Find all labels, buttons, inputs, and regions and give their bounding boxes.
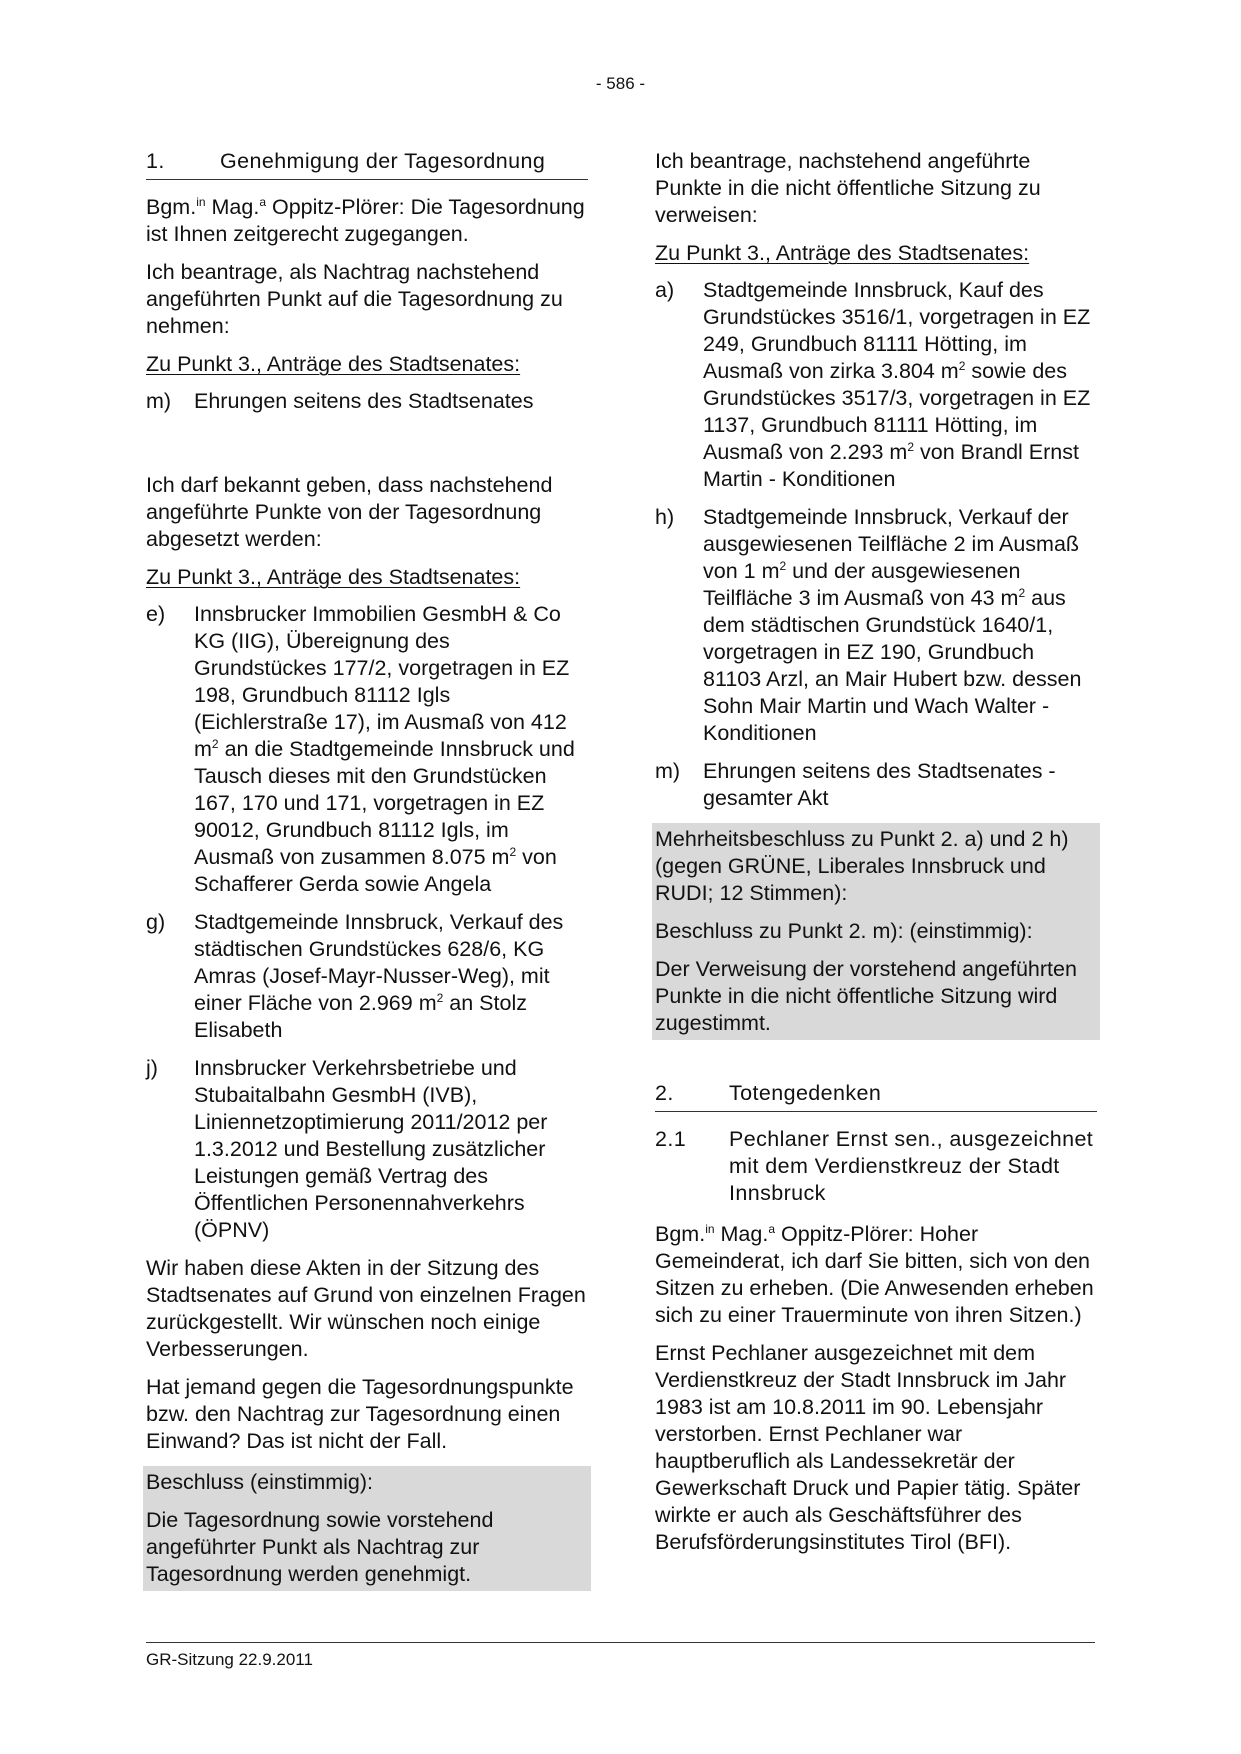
- list-item: a) Stadtgemeinde Innsbruck, Kauf des Grundstückes 3516/1, vorgetragen in EZ 249, Grundbuch 81111 Hötting, im Ausmaß von zirka 3.804 $m^2$ sowie des Grundstückes 3517/3, vorgetragen in EZ 1137, Grundbuch 81111 Hötting, im Ausmaß von 2.293 $m^2$ von Brandl Ernst Martin - Konditionen: [655, 278, 1091, 491]
- list-item: g) Stadtgemeinde Innsbruck, Verkauf des städtischen Grundstückes 628/6, KG Amras (Josef-Mayr-Nusser-Weg), mit einer Fläche von 2.969 $m^2$ an Stolz Elisabeth: [146, 910, 564, 1042]
- heading-title: Genehmigung der Tagesordnung: [220, 149, 546, 173]
- subsection-title: Pechlaner Ernst sen., ausgezeichnet mit dem Verdienstkreuz der Stadt Innsbruck: [729, 1127, 1094, 1205]
- mehrheit-text: Mehrheitsbeschluss zu Punkt 2. a) und 2 h) (gegen GRÜNE, Liberales Innsbruck und RUDI; 12 Stimmen):: [655, 827, 1069, 905]
- heading-number: 1.: [146, 149, 165, 173]
- right-column: [655, 148, 1097, 1567]
- speaker-paragraph: Bgm.$^{in}$ Mag.$^a$ Oppitz-Plörer: Die Tagesordnung ist Ihnen zeitgerecht zugegangen.: [146, 194, 585, 246]
- einwand-paragraph: Hat jemand gegen die Tagesordnungspunkte bzw. den Nachtrag zur Tagesordnung einen Einwand? Das ist nicht der Fall.: [146, 1375, 574, 1453]
- beschluss-m-text: Beschluss zu Punkt 2. m): (einstimmig):: [655, 919, 1033, 943]
- subheading-antraege: Zu Punkt 3., Anträge des Stadtsenates:: [655, 241, 1030, 265]
- akten-paragraph: Wir haben diese Akten in der Sitzung des Stadtsenates auf Grund von einzelnen Fragen zurückgestellt. Wir wünschen noch einige Verbesserungen.: [146, 1256, 586, 1361]
- list-item: j) Innsbrucker Verkehrsbetriebe und Stubaitalbahn GesmbH (IVB), Liniennetzoptimierung 2011/2012 per 1.3.2012 und Bestellung zusätzlicher Leistungen gemäß Vertrag des Öffentlichen Personennahverkehrs (ÖPNV): [146, 1056, 548, 1242]
- left-column: [146, 148, 588, 1591]
- heading-number: 2.: [655, 1081, 674, 1105]
- section-heading-1: [146, 148, 588, 180]
- subsection-heading: [655, 1126, 1097, 1207]
- nachtrag-paragraph: Ich beantrage, als Nachtrag nachstehend angeführten Punkt auf die Tagesordnung zu nehmen:: [146, 260, 563, 338]
- beschluss-title: Beschluss (einstimmig):: [146, 1470, 373, 1494]
- heading-title: Totengedenken: [729, 1081, 882, 1105]
- section-heading-2: [655, 1080, 1097, 1112]
- mehrheit-box: [652, 823, 1100, 1040]
- footer-text: GR-Sitzung 22.9.2011: [146, 1650, 313, 1669]
- pechlaner-paragraph: Ernst Pechlaner ausgezeichnet mit dem Verdienstkreuz der Stadt Innsbruck im Jahr 1983 ist am 10.8.2011 im 90. Lebensjahr verstorben. Ernst Pechlaner war hauptberuflich als Landessekretär der Gewerkschaft Druck und Papier tätig. Später wirkte er auch als Geschäftsführer des Berufsförderungsinstitutes Tirol (BFI).: [655, 1341, 1081, 1554]
- beschluss-text: Die Tagesordnung sowie vorstehend angeführter Punkt als Nachtrag zur Tagesordnung werden genehmigt.: [146, 1508, 494, 1586]
- subheading-antraege: Zu Punkt 3., Anträge des Stadtsenates:: [146, 565, 521, 589]
- list-item: m) Ehrungen seitens des Stadtsenates - gesamter Akt: [655, 759, 1056, 810]
- verweisen-paragraph: Ich beantrage, nachstehend angeführte Punkte in die nicht öffentliche Sitzung zu verweisen:: [655, 149, 1041, 227]
- page-number: - 586 -: [595, 74, 646, 93]
- subheading-antraege: Zu Punkt 3., Anträge des Stadtsenates:: [146, 352, 521, 376]
- subsection-number: 2.1: [655, 1127, 687, 1151]
- speaker-paragraph: Bgm.$^{in}$ Mag.$^a$ Oppitz-Plörer: Hoher Gemeinderat, ich darf Sie bitten, sich von den Sitzen zu erheben. (Die Anwesenden erheben sich zu einer Trauerminute von ihren Sitzen.): [655, 1221, 1094, 1327]
- abgesetzt-paragraph: Ich darf bekannt geben, dass nachstehend angeführte Punkte von der Tagesordnung abgesetzt werden:: [146, 473, 553, 551]
- list-item: m) Ehrungen seitens des Stadtsenates: [146, 389, 534, 413]
- beschluss-box: [143, 1466, 591, 1591]
- footer-divider: [146, 1642, 1095, 1643]
- verweisung-text: Der Verweisung der vorstehend angeführten Punkte in die nicht öffentliche Sitzung wird zugestimmt.: [655, 957, 1077, 1035]
- list-item: h) Stadtgemeinde Innsbruck, Verkauf der ausgewiesenen Teilfläche 2 im Ausmaß von 1 $m^2$ und der ausgewiesenen Teilfläche 3 im Ausmaß von 43 $m^2$ aus dem städtischen Grundstück 1640/1, vorgetragen in EZ 190, Grundbuch 81103 Arzl, an Mair Hubert bzw. dessen Sohn Mair Martin und Wach Walter - Konditionen: [655, 505, 1082, 745]
- list-item: e) Innsbrucker Immobilien GesmbH & Co KG (IIG), Übereignung des Grundstückes 177/2, vorgetragen in EZ 198, Grundbuch 81112 Igls (Eichlerstraße 17), im Ausmaß von 412 $m^2$ an die Stadtgemeinde Innsbruck und Tausch dieses mit den Grundstücken 167, 170 und 171, vorgetragen in EZ 90012, Grundbuch 81112 Igls, im Ausmaß von zusammen 8.075 $m^2$ von Schafferer Gerda sowie Angela: [146, 602, 575, 896]
